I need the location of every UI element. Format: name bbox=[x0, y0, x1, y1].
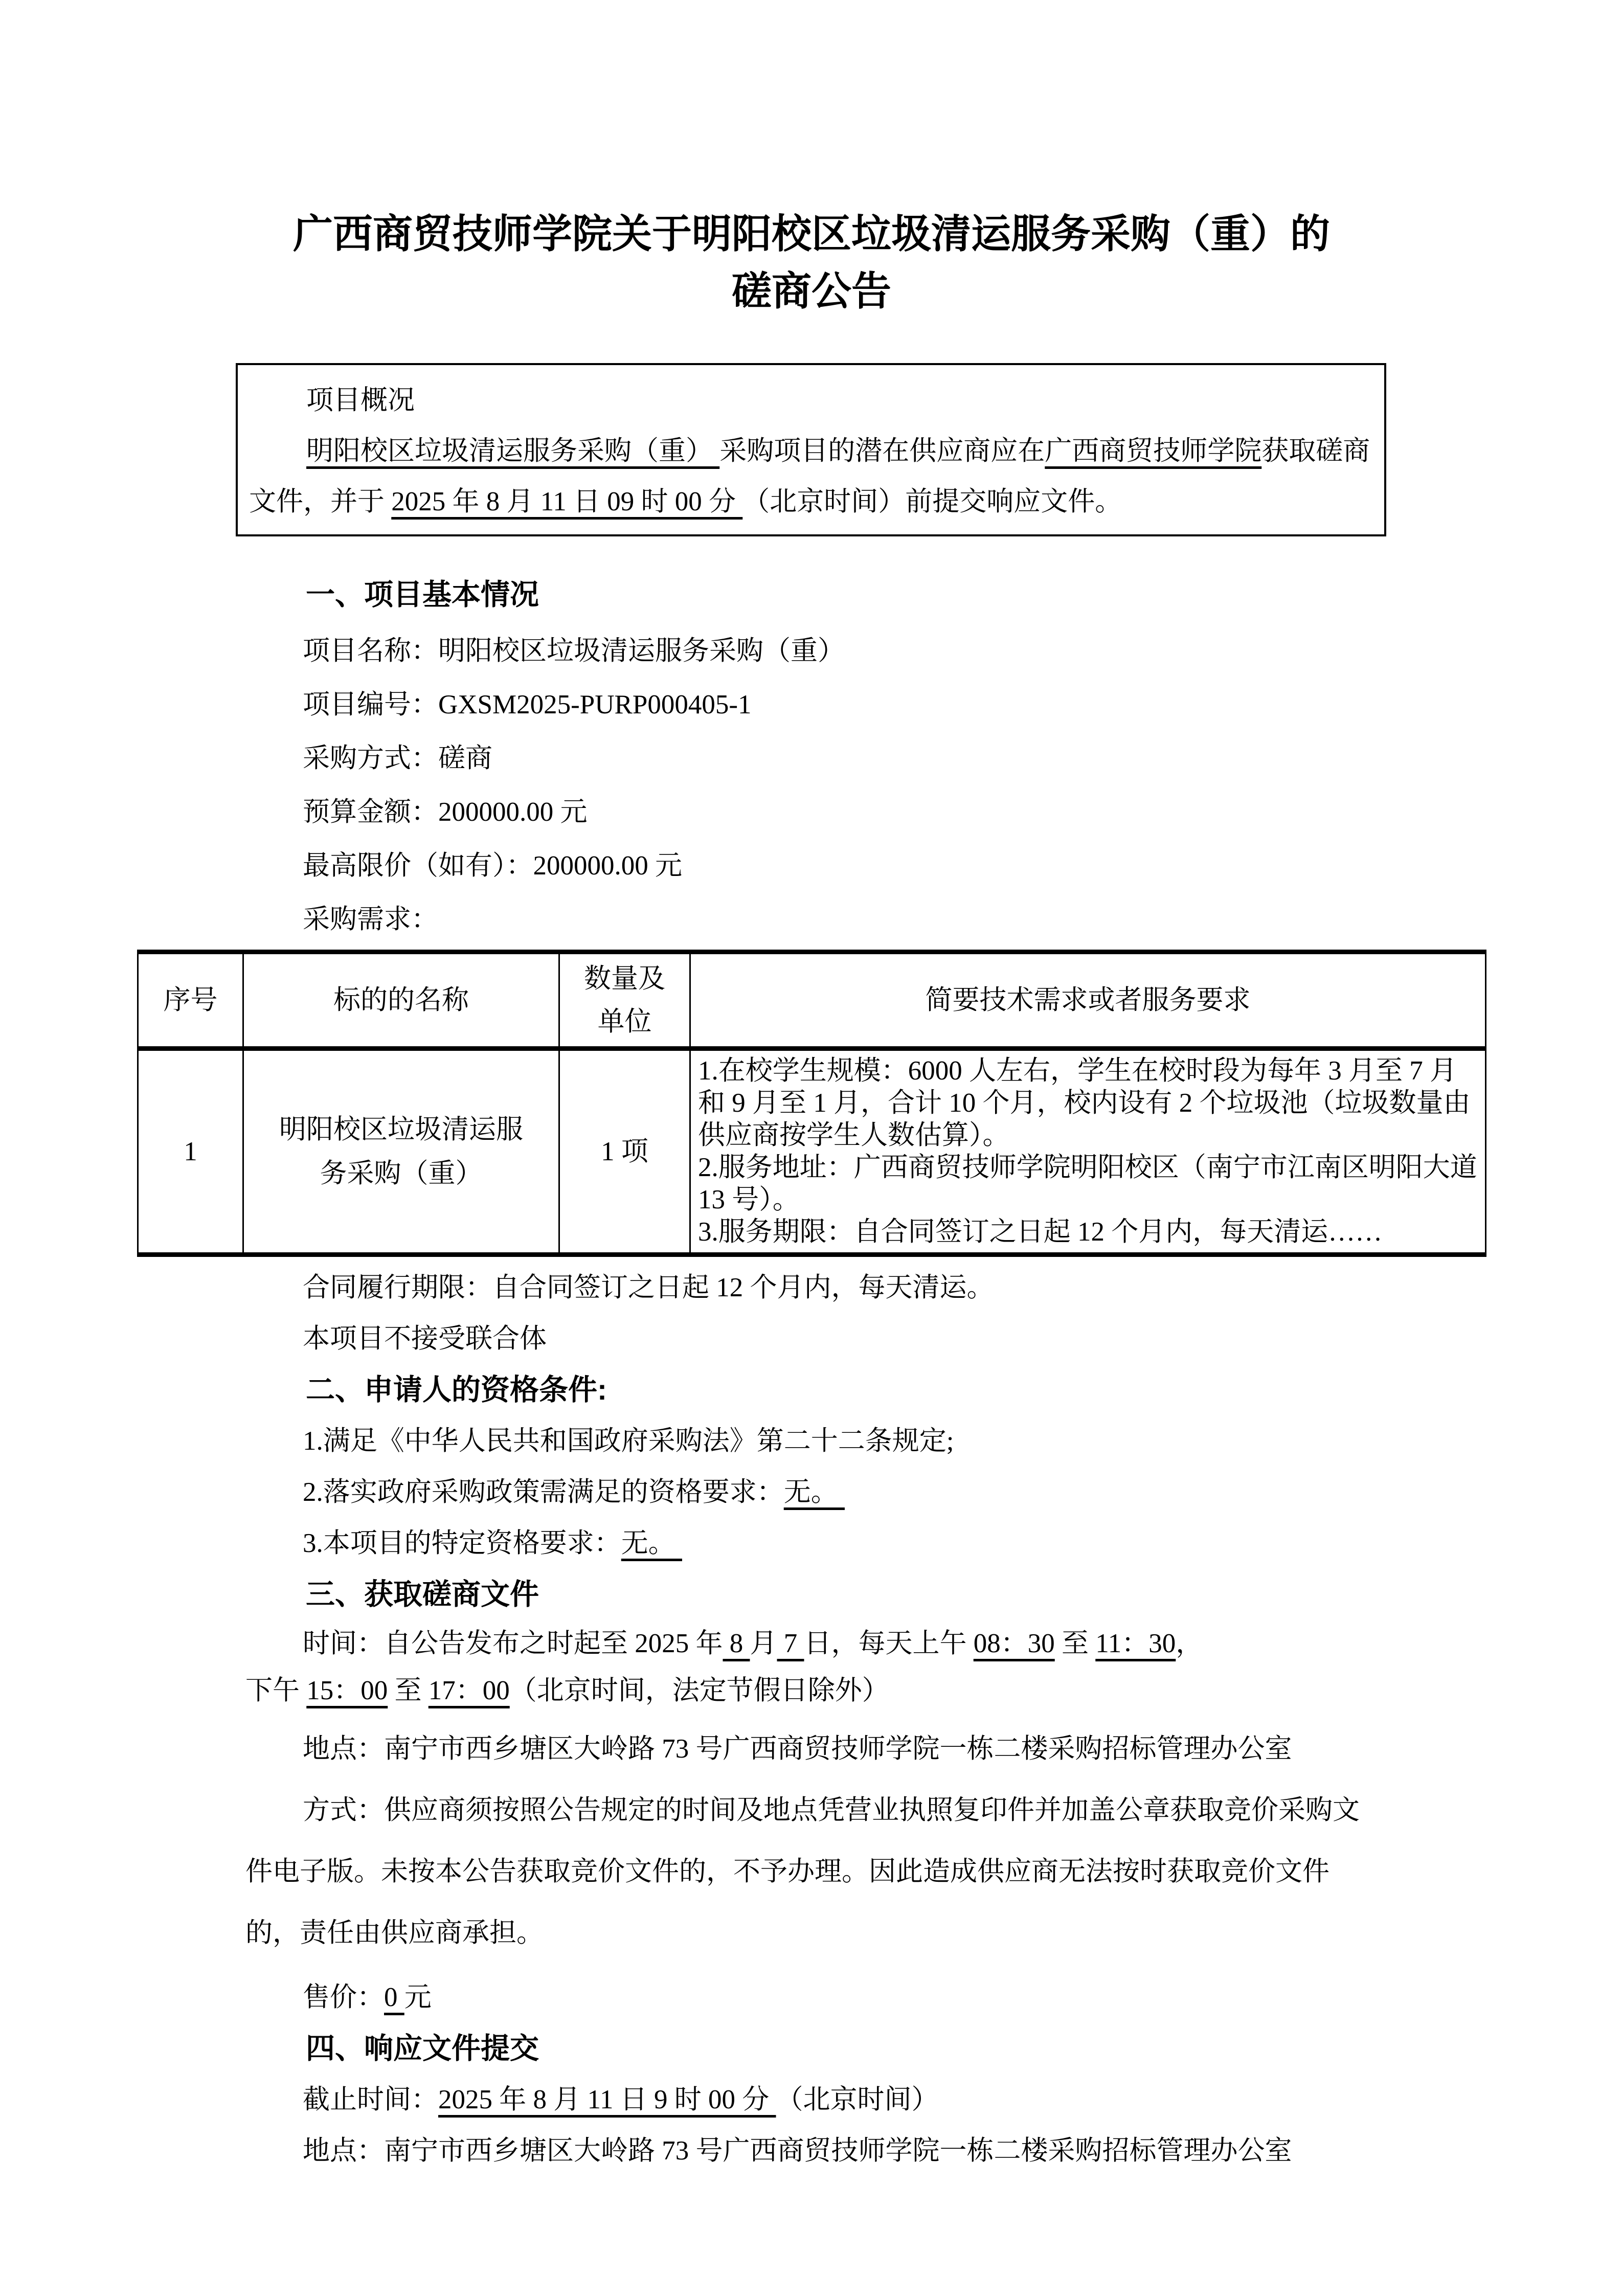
project-number: 项目编号：GXSM2025-PURP000405-1 bbox=[303, 690, 752, 719]
col-header-req: 简要技术需求或者服务要求 bbox=[690, 952, 1486, 1049]
overview-heading: 项目概况 bbox=[306, 386, 415, 415]
col-header-name: 标的的名称 bbox=[243, 952, 559, 1049]
cell-quantity: 1 项 bbox=[559, 1049, 690, 1255]
obtain-time-line-1: 时间：自公告发布之时起至 2025 年 8 月 7 日，每天上午 08：30 至 11：30， bbox=[303, 1629, 1203, 1658]
obtain-location-para: 地点：南宁市西乡塘区大岭路 73 号广西商贸技师学院一栋二楼采购招标管理办公室 bbox=[303, 1734, 1292, 1764]
budget-amount: 预算金额：200000.00 元 bbox=[303, 797, 588, 827]
overview-body: 明阳校区垃圾清运服务采购（重） 采购项目的潜在供应商应在广西商贸技师学院获取磋商文件，并于 2025 年 8 月 11 日 09 时 00 分 （北京时间）前提交响应文件。 bbox=[249, 436, 1370, 516]
page-title-line-1: 广西商贸技师学院关于明阳校区垃圾清运服务采购（重）的 bbox=[292, 212, 1330, 256]
page-title bbox=[245, 206, 1378, 320]
procurement-method: 采购方式：磋商 bbox=[303, 744, 492, 773]
section-2-heading: 二、申请人的资格条件: bbox=[306, 1374, 607, 1406]
col-header-qty: 数量及单位 bbox=[559, 952, 690, 1049]
submit-location-para: 地点：南宁市西乡塘区大岭路 73 号广西商贸技师学院一栋二楼采购招标管理办公室 bbox=[303, 2136, 1292, 2166]
requirements-table bbox=[137, 950, 1486, 1257]
cell-subject-name: 明阳校区垃圾清运服务采购（重） bbox=[243, 1049, 559, 1255]
obtain-time-line-2: 下午 15：00 至 17：00（北京时间，法定节假日除外） bbox=[245, 1676, 889, 1705]
col-header-seq: 序号 bbox=[138, 952, 243, 1049]
table-row bbox=[138, 1049, 1486, 1255]
qualification-item-2: 2.落实政府采购政策需满足的资格要求：无。 bbox=[303, 1477, 845, 1507]
procurement-demand-label: 采购需求： bbox=[303, 905, 438, 934]
obtain-method-para: 方式：供应商须按照公告规定的时间及地点凭营业执照复印件并加盖公章获取竞价采购文件电子版。未按本公告获取竞价文件的，不予办理。因此造成供应商无法按时获取竞价文件的，责任由供应商承担。 bbox=[245, 1795, 1360, 1948]
price-para: 售价：0 元 bbox=[303, 1983, 432, 2012]
max-price: 最高限价（如有）：200000.00 元 bbox=[303, 851, 682, 881]
table-header-row bbox=[138, 952, 1486, 1049]
cell-requirements: 1.在校学生规模：6000 人左右，学生在校时段为每年 3 月至 7 月和 9 月至 1 月，合计 10 个月，校内设有 2 个垃圾池（垃圾数量由供应商按学生人数估算）。 2.服务地址：广西商贸技师学院明阳校区（南宁市江南区明阳大道 13 号）。 3.服务期限：自合同签订之日起 12 个月内，每天清运…… bbox=[690, 1049, 1486, 1255]
qualification-item-3: 3.本项目的特定资格要求：无。 bbox=[303, 1528, 682, 1558]
page-title-line-2: 磋商公告 bbox=[731, 269, 891, 313]
submit-deadline-para: 截止时间：2025 年 8 月 11 日 9 时 00 分 （北京时间） bbox=[303, 2085, 939, 2114]
project-info-list bbox=[245, 624, 1378, 947]
project-name: 项目名称：明阳校区垃圾清运服务采购（重） bbox=[303, 636, 845, 666]
section-3-heading: 三、获取磋商文件 bbox=[306, 1578, 539, 1611]
contract-period-para: 合同履行期限：自合同签订之日起 12 个月内，每天清运。 bbox=[303, 1273, 994, 1302]
section-4-heading: 四、响应文件提交 bbox=[306, 2032, 539, 2065]
cell-seq: 1 bbox=[138, 1049, 243, 1255]
qualification-item-1: 1.满足《中华人民共和国政府采购法》第二十二条规定; bbox=[303, 1426, 954, 1456]
project-overview-box bbox=[236, 363, 1386, 536]
section-1-heading: 一、项目基本情况 bbox=[306, 578, 539, 611]
no-consortium-para: 本项目不接受联合体 bbox=[303, 1324, 547, 1354]
